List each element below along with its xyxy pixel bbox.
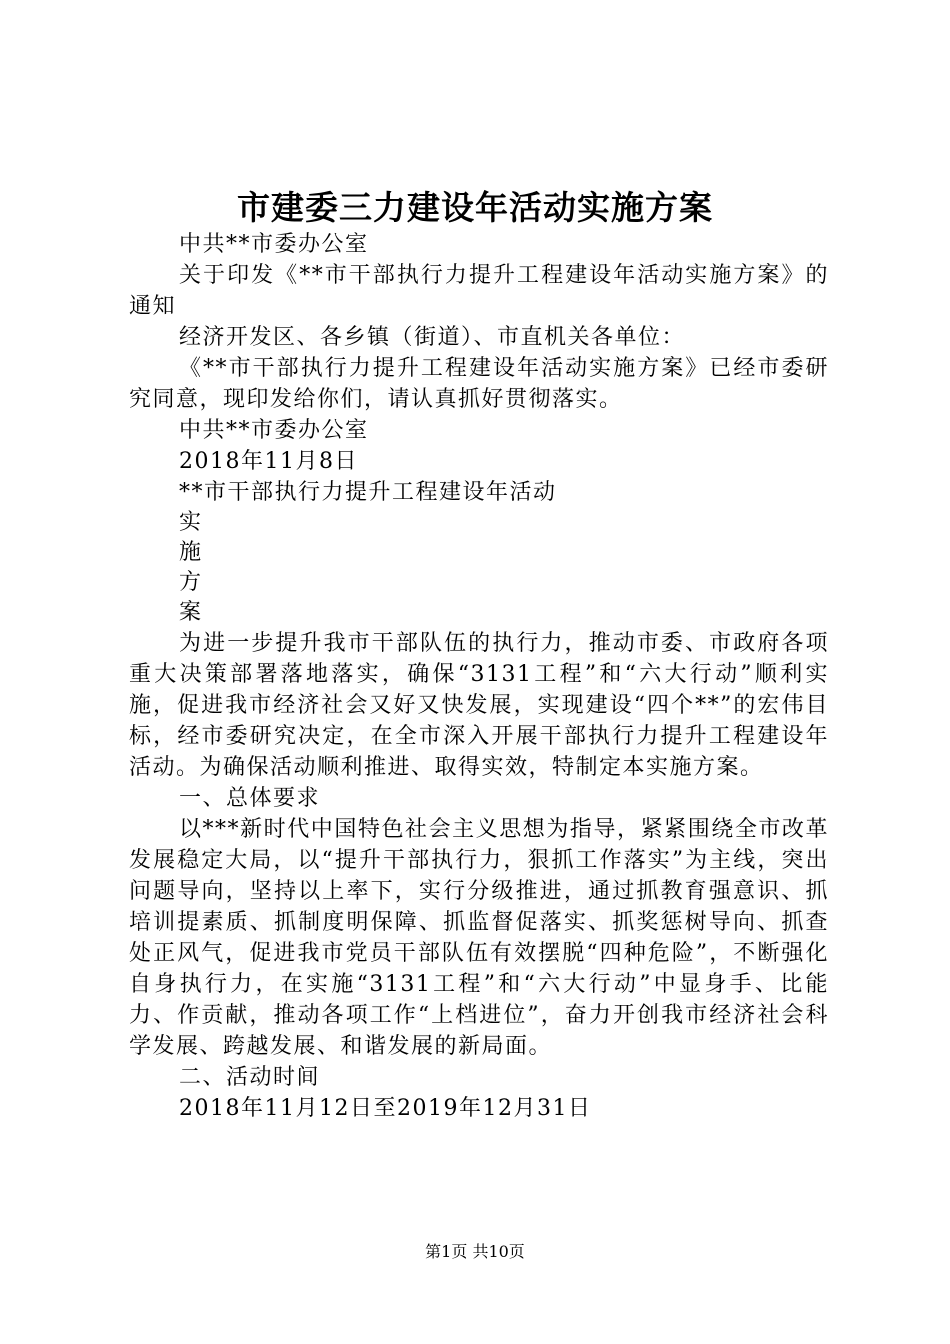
- activity-period: 2018年11月12日至2019年12月31日: [179, 1096, 592, 1121]
- intro-paragraph: 为进一步提升我市干部队伍的执行力，推动市委、市政府各项重大决策部署落地落实，确保“3131工程”和“六大行动”顺利实施，促进我市经济社会又好又快发展，实现建设“四个**”的宏伟目标，经市委研究决定，在全市深入开展干部执行力提升工程建设年活动。为确保活动顺利推进、取得实效，特制定本实施方案。: [129, 631, 829, 780]
- notice-heading: 关于印发《**市干部执行力提升工程建设年活动实施方案》的通知: [129, 263, 829, 319]
- document-title: 市建委三力建设年活动实施方案: [237, 188, 713, 227]
- document-body: [129, 229, 829, 1124]
- section-heading: 一、总体要求: [179, 786, 321, 811]
- recipients-line: 经济开发区、各乡镇（街道）、市直机关各单位：: [179, 325, 686, 350]
- requirements-paragraph: 以***新时代中国特色社会主义思想为指导，紧紧围绕全市改革发展稳定大局，以“提升干部执行力，狠抓工作落实”为主线，突出问题导向，坚持以上率下，实行分级推进，通过抓教育强意识、抓培训提素质、抓制度明保障、抓监督促落实、抓奖惩树导向、抓查处正风气，促进我市党员干部队伍有效摆脱“四种危险”，不断强化自身执行力，在实施“3131工程”和“六大行动”中显身手、比能力、作贡献，推动各项工作“上档进位”，奋力开创我市经济社会科学发展、跨越发展、和谐发展的新局面。: [129, 817, 829, 1059]
- date-line: 2018年11月8日: [179, 449, 358, 474]
- issuer-line: 中共**市委办公室: [179, 232, 369, 257]
- plan-title-char: 方: [179, 570, 203, 595]
- plan-title-char: 实: [179, 510, 203, 535]
- signature-line: 中共**市委办公室: [179, 418, 369, 443]
- section-heading: 二、活动时间: [179, 1065, 321, 1090]
- plan-title-char: 案: [179, 600, 203, 625]
- page-footer: 第1页 共10页: [425, 1242, 525, 1261]
- notice-body: 《**市干部执行力提升工程建设年活动实施方案》已经市委研究同意，现印发给你们，请认真抓好贯彻落实。: [129, 356, 829, 412]
- plan-title-line: **市干部执行力提升工程建设年活动: [179, 480, 557, 505]
- plan-title-char: 施: [179, 540, 203, 565]
